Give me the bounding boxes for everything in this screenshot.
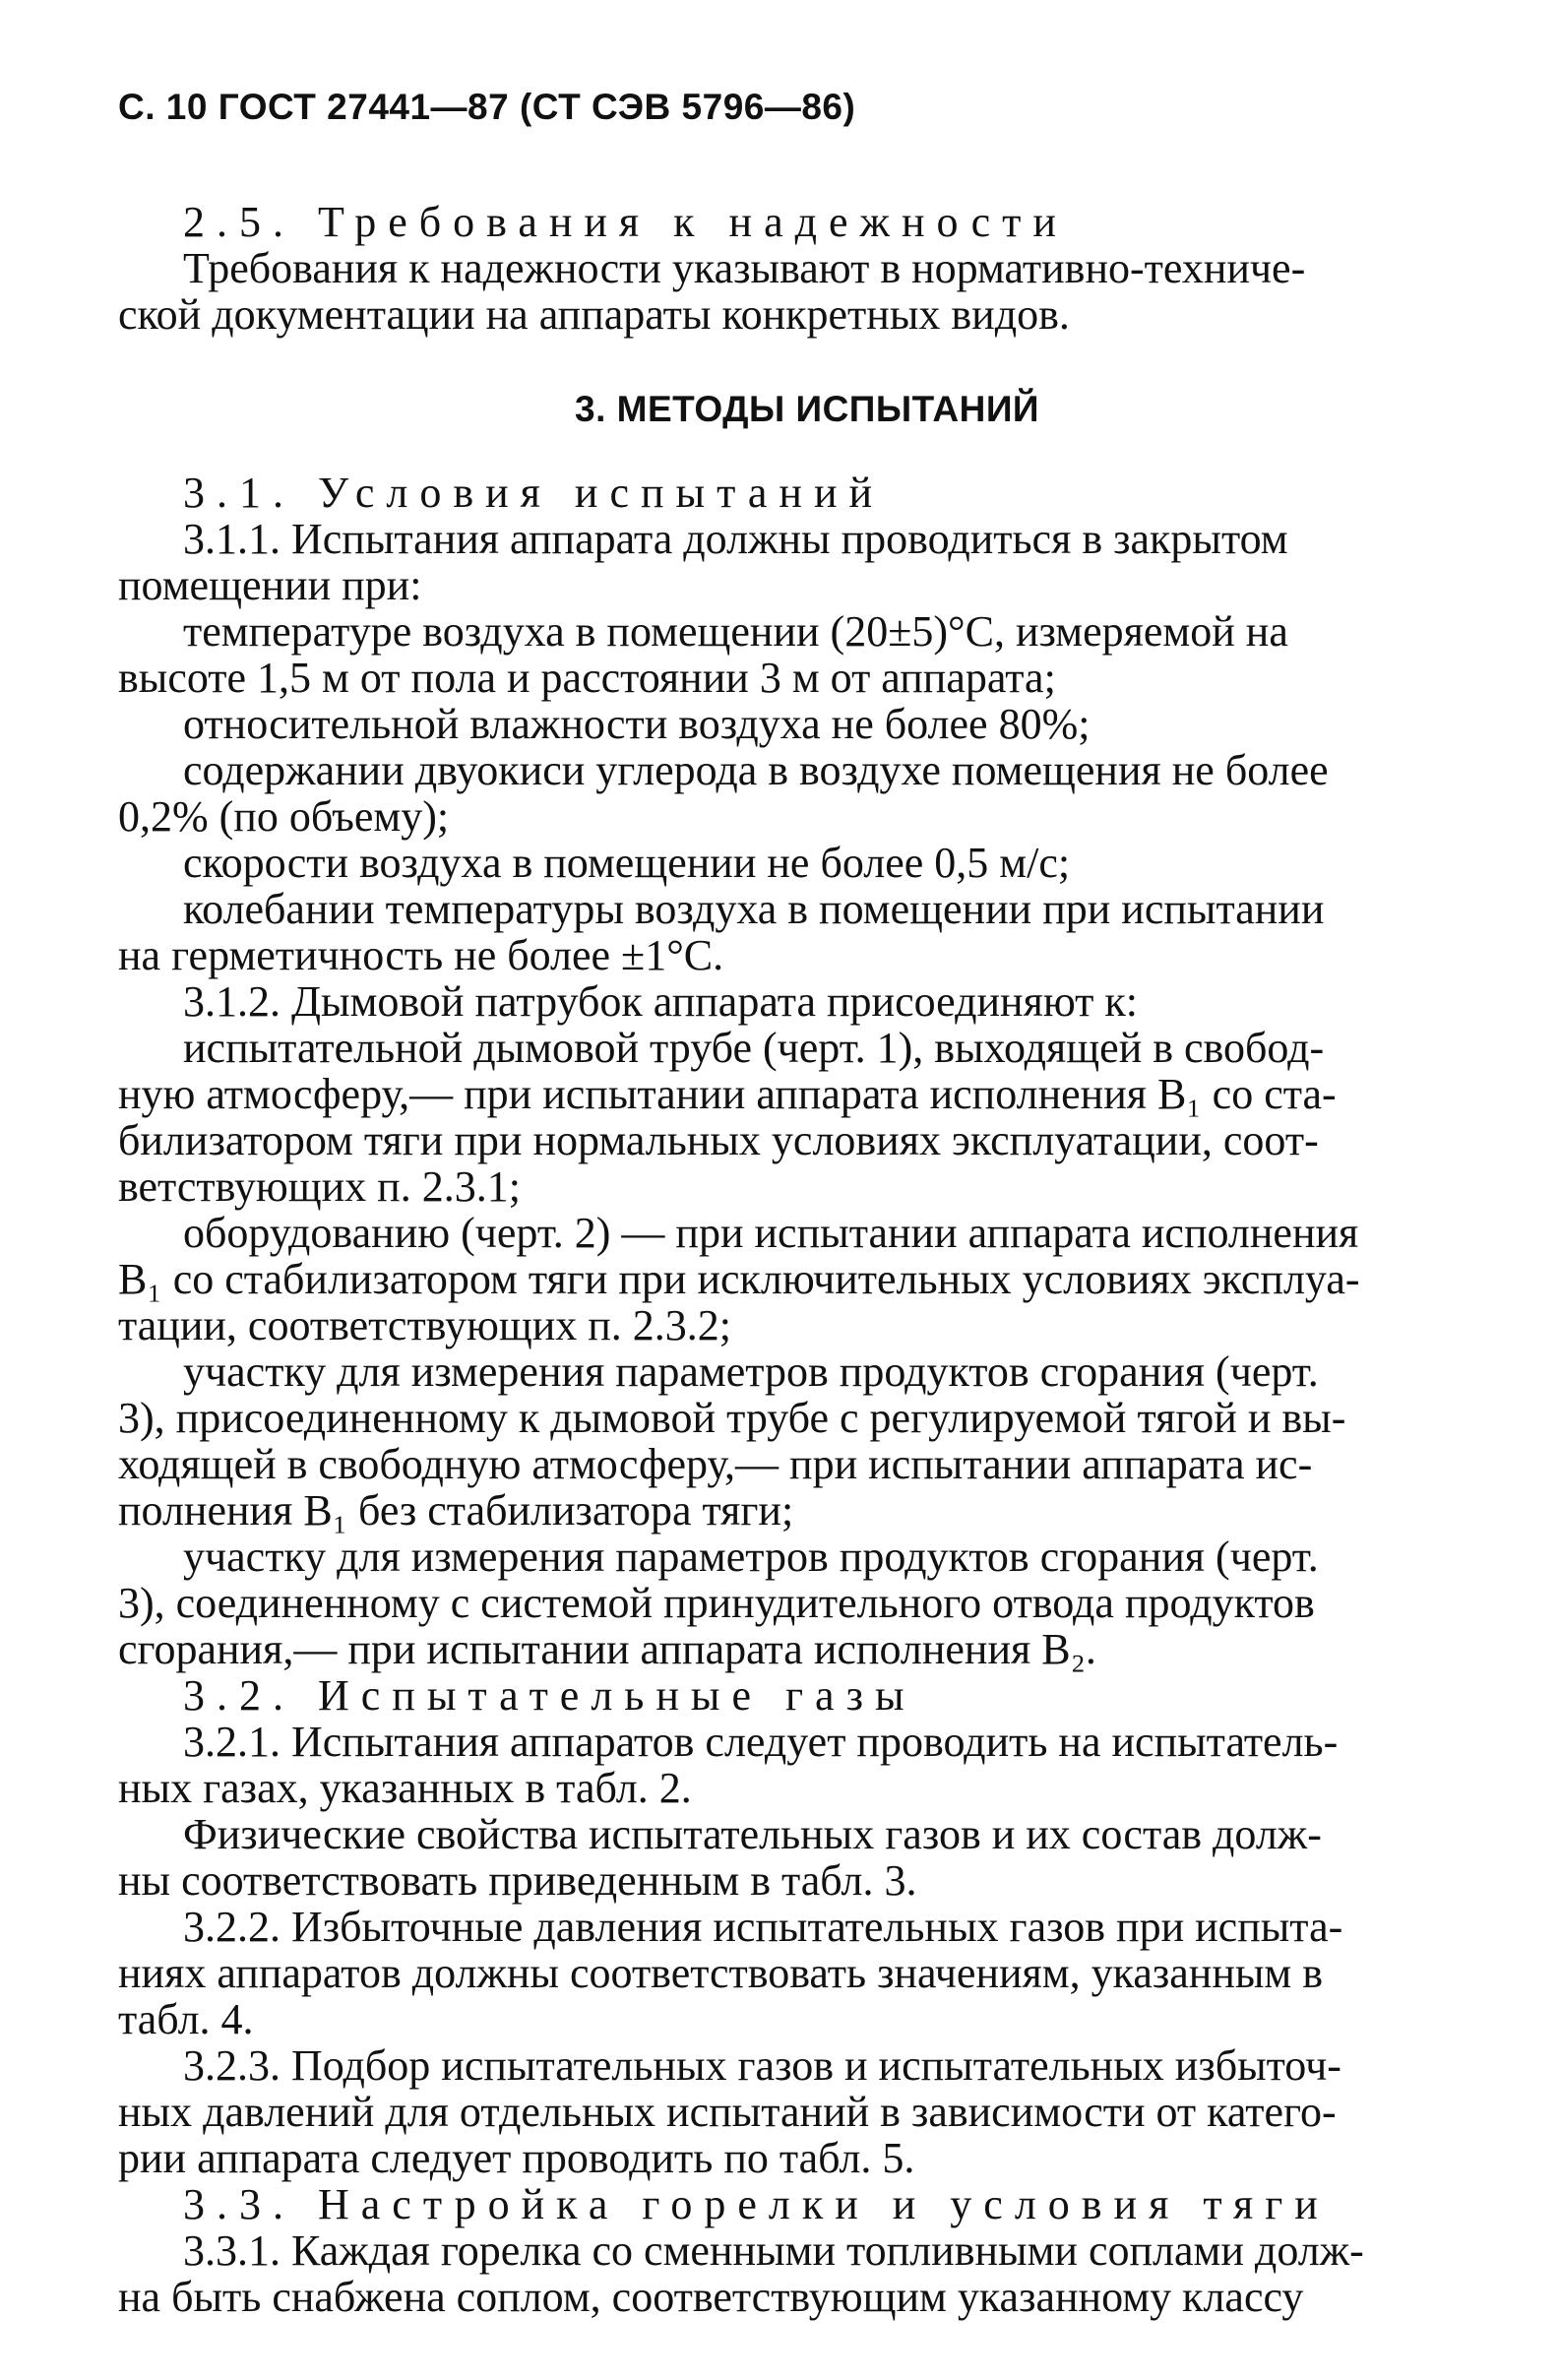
section-2-5 <box>118 199 1496 338</box>
text-line: 0,2% (по объему); <box>118 792 450 841</box>
text-line: 3.2.3. Подбор испытательных газов и испытательных избыточ- <box>183 2041 1341 2090</box>
subsection-title: 3.1. Условия испытаний <box>183 469 885 517</box>
text-line: на быть снабжена соплом, соответствующим указанному классу <box>118 2273 1304 2321</box>
section-2-5-title: 2.5. Требования к надежности <box>183 198 1068 246</box>
text-line: тации, соответствующих п. 2.3.2; <box>118 1301 732 1349</box>
text-line: содержании двуокиси углерода в воздухе помещения не более <box>183 746 1329 794</box>
text-line: Физические свойства испытательных газов и их состав долж- <box>183 1810 1322 1858</box>
subsection-title: 3.3. Настройка горелки и условия тяги <box>183 2180 1330 2228</box>
text-line: ской документации на аппараты конкретных видов. <box>118 290 1070 339</box>
page-header: С. 10 ГОСТ 27441—87 (СТ СЭВ 5796—86) <box>118 87 856 127</box>
text-line: участку для измерения параметров продуктов сгорания (черт. <box>183 1347 1319 1396</box>
text-line: 3.2.2. Избыточные давления испытательных газов при испыта- <box>183 1903 1343 1951</box>
text-line: ходящей в свободную атмосферу,— при испытании аппарата ис- <box>118 1440 1313 1488</box>
text-line: 3.1.1. Испытания аппарата должны проводиться в закрытом <box>183 515 1288 563</box>
text-line: Требования к надежности указывают в нормативно-техниче- <box>183 244 1306 292</box>
text-line: температуре воздуха в помещении (20±5)°С, измеряемой на <box>183 607 1288 656</box>
text-line: сгорания,— при испытании аппарата исполнения В₂. <box>118 1625 1096 1673</box>
text-line: В₁ со стабилизатором тяги при исключительных условиях эксплуа- <box>118 1255 1360 1303</box>
text-line: испытательной дымовой трубе (черт. 1), выходящей в свобод- <box>183 1024 1325 1072</box>
text-line: скорости воздуха в помещении не более 0,5 м/с; <box>183 839 1071 887</box>
text-line: 3.3.1. Каждая горелка со сменными топливными соплами долж- <box>183 2226 1364 2275</box>
text-line: 3.2.1. Испытания аппаратов следует проводить на испытатель- <box>183 1718 1339 1766</box>
text-line: 3.1.2. Дымовой патрубок аппарата присоединяют к: <box>183 977 1138 1026</box>
subsection-title: 3.2. Испытательные газы <box>183 1671 916 1720</box>
text-line: помещении при: <box>118 561 422 609</box>
text-line: участку для измерения параметров продуктов сгорания (черт. <box>183 1533 1319 1581</box>
text-line: ны соответствовать приведенным в табл. 3. <box>118 1856 917 1905</box>
text-line: относительной влажности воздуха не более 80%; <box>183 700 1091 748</box>
document-page <box>118 87 1496 2320</box>
text-line: колебании температуры воздуха в помещении при испытании <box>183 885 1325 933</box>
text-line: оборудованию (черт. 2) — при испытании аппарата исполнения <box>183 1209 1359 1257</box>
chapter-title: 3. МЕТОДЫ ИСПЫТАНИЙ <box>575 389 1039 429</box>
text-line: полнения В₁ без стабилизатора тяги; <box>118 1486 794 1534</box>
text-line: ных газах, указанных в табл. 2. <box>118 1764 692 1812</box>
section-3-body <box>118 470 1496 2320</box>
text-line: 3), присоединенному к дымовой трубе с регулируемой тягой и вы- <box>118 1394 1346 1442</box>
text-line: на герметичность не более ±1°С. <box>118 931 724 979</box>
text-line: ных давлений для отдельных испытаний в зависимости от катего- <box>118 2088 1337 2136</box>
text-line: 3), соединенному с системой принудительного отвода продуктов <box>118 1579 1315 1627</box>
text-line: рии аппарата следует проводить по табл. 5. <box>118 2134 915 2182</box>
text-line: ниях аппаратов должны соответствовать значениям, указанным в <box>118 1949 1324 1997</box>
text-line: высоте 1,5 м от пола и расстоянии 3 м от аппарата; <box>118 654 1056 702</box>
text-line: табл. 4. <box>118 1995 254 2043</box>
text-line: ную атмосферу,— при испытании аппарата исполнения В₁ со ста- <box>118 1070 1337 1118</box>
text-line: билизатором тяги при нормальных условиях эксплуатации, соот- <box>118 1116 1319 1164</box>
text-line: ветствующих п. 2.3.1; <box>118 1162 521 1211</box>
